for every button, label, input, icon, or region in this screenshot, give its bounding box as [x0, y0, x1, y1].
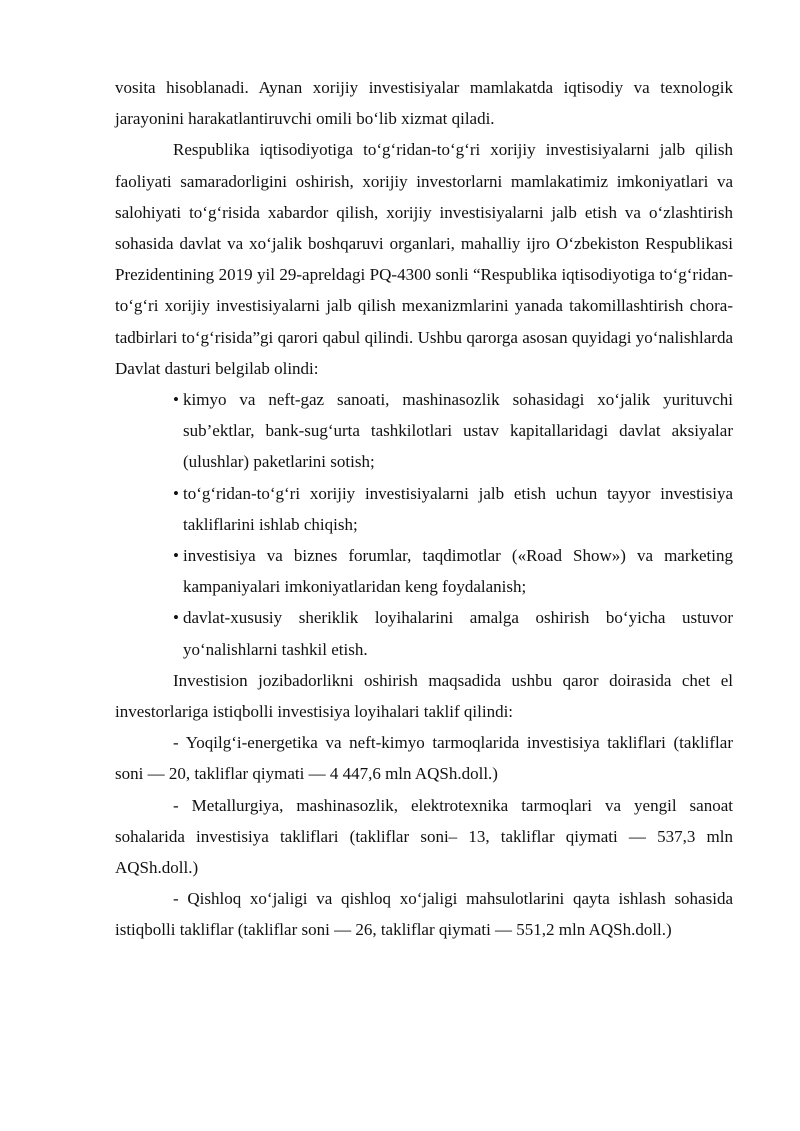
paragraph-proposals-intro: Investision jozibadorlikni oshirish maqsadida ushbu qaror doirasida chet el investorlariga istiqbolli investisiya loyihalari taklif qilindi:	[115, 670, 733, 722]
bullet-icon: •	[173, 608, 179, 628]
dash-item-metallurgy: - Metallurgiya, mashinasozlik, elektrotexnika tarmoqlari va yengil sanoat sohalarida investisiya takliflari (takliflar soni– 13, takliflar qiymati — 537,3 mln AQSh.doll.)	[115, 795, 733, 878]
bullet-text: investisiya va biznes forumlar, taqdimotlar («Road Show») va marketing kampaniyalari imkoniyatlaridan keng foydalanish;	[183, 546, 733, 597]
bullet-text: davlat-xususiy sheriklik loyihalarini amalga oshirish bo‘yicha ustuvor yo‘nalishlarni tashkil etish.	[183, 608, 733, 659]
bullet-icon: •	[173, 390, 179, 410]
paragraph-continuation: vosita hisoblanadi. Aynan xorijiy investisiyalar mamlakatda iqtisodiy va texnologik jarayonini harakatlantiruvchi omili bo‘lib xizmat qiladi.	[115, 78, 733, 129]
bullet-item	[115, 540, 733, 602]
bullet-item	[115, 602, 733, 664]
dash-item-energy: - Yoqilg‘i-energetika va neft-kimyo tarmoqlarida investisiya takliflari (takliflar soni — 20, takliflar qiymati — 4 447,6 mln AQSh.doll.)	[115, 733, 733, 784]
bullet-icon: •	[173, 546, 179, 566]
bullet-text: to‘g‘ridan-to‘g‘ri xorijiy investisiyalarni jalb etish uchun tayyor investisiya takliflarini ishlab chiqish;	[183, 483, 733, 534]
paragraph-decree: Respublika iqtisodiyotiga to‘g‘ridan-to‘g‘ri xorijiy investisiyalarni jalb qilish faoliyati samaradorligini oshirish, xorijiy investorlarni mamlakatimiz imkoniyatlari va salohiyati to‘g‘risida xabardor qilish, xorijiy investisiyalarni jalb etish va o‘zlashtirish sohasida davlat va xo‘jalik boshqaruvi organlari, mahalliy ijro O‘zbekiston Respublikasi Prezidentining 2019 yil 29-apreldagi PQ-4300 sonli “Respublika iqtisodiyotiga to‘g‘ridan-to‘g‘ri xorijiy investisiyalarni jalb qilish mexanizmlarini yanada takomillashtirish chora-tadbirlari to‘g‘risida”gi qarori qabul qilindi. Ushbu qarorga asosan quyidagi yo‘nalishlarda Davlat dasturi belgilab olindi:	[115, 140, 733, 378]
bullet-text: kimyo va neft-gaz sanoati, mashinasozlik sohasidagi xo‘jalik yurituvchi sub’ektlar, bank-sug‘urta tashkilotlari ustav kapitallaridagi davlat aksiyalar (ulushlar) paketlarini sotish;	[183, 390, 733, 472]
body-text	[115, 72, 733, 946]
bullet-item	[115, 384, 733, 478]
bullet-item	[115, 478, 733, 540]
bullet-icon: •	[173, 483, 179, 503]
dash-item-agriculture: - Qishloq xo‘jaligi va qishloq xo‘jaligi mahsulotlarini qayta ishlash sohasida istiqbolli takliflar (takliflar soni — 26, takliflar qiymati — 551,2 mln AQSh.doll.)	[115, 889, 733, 940]
